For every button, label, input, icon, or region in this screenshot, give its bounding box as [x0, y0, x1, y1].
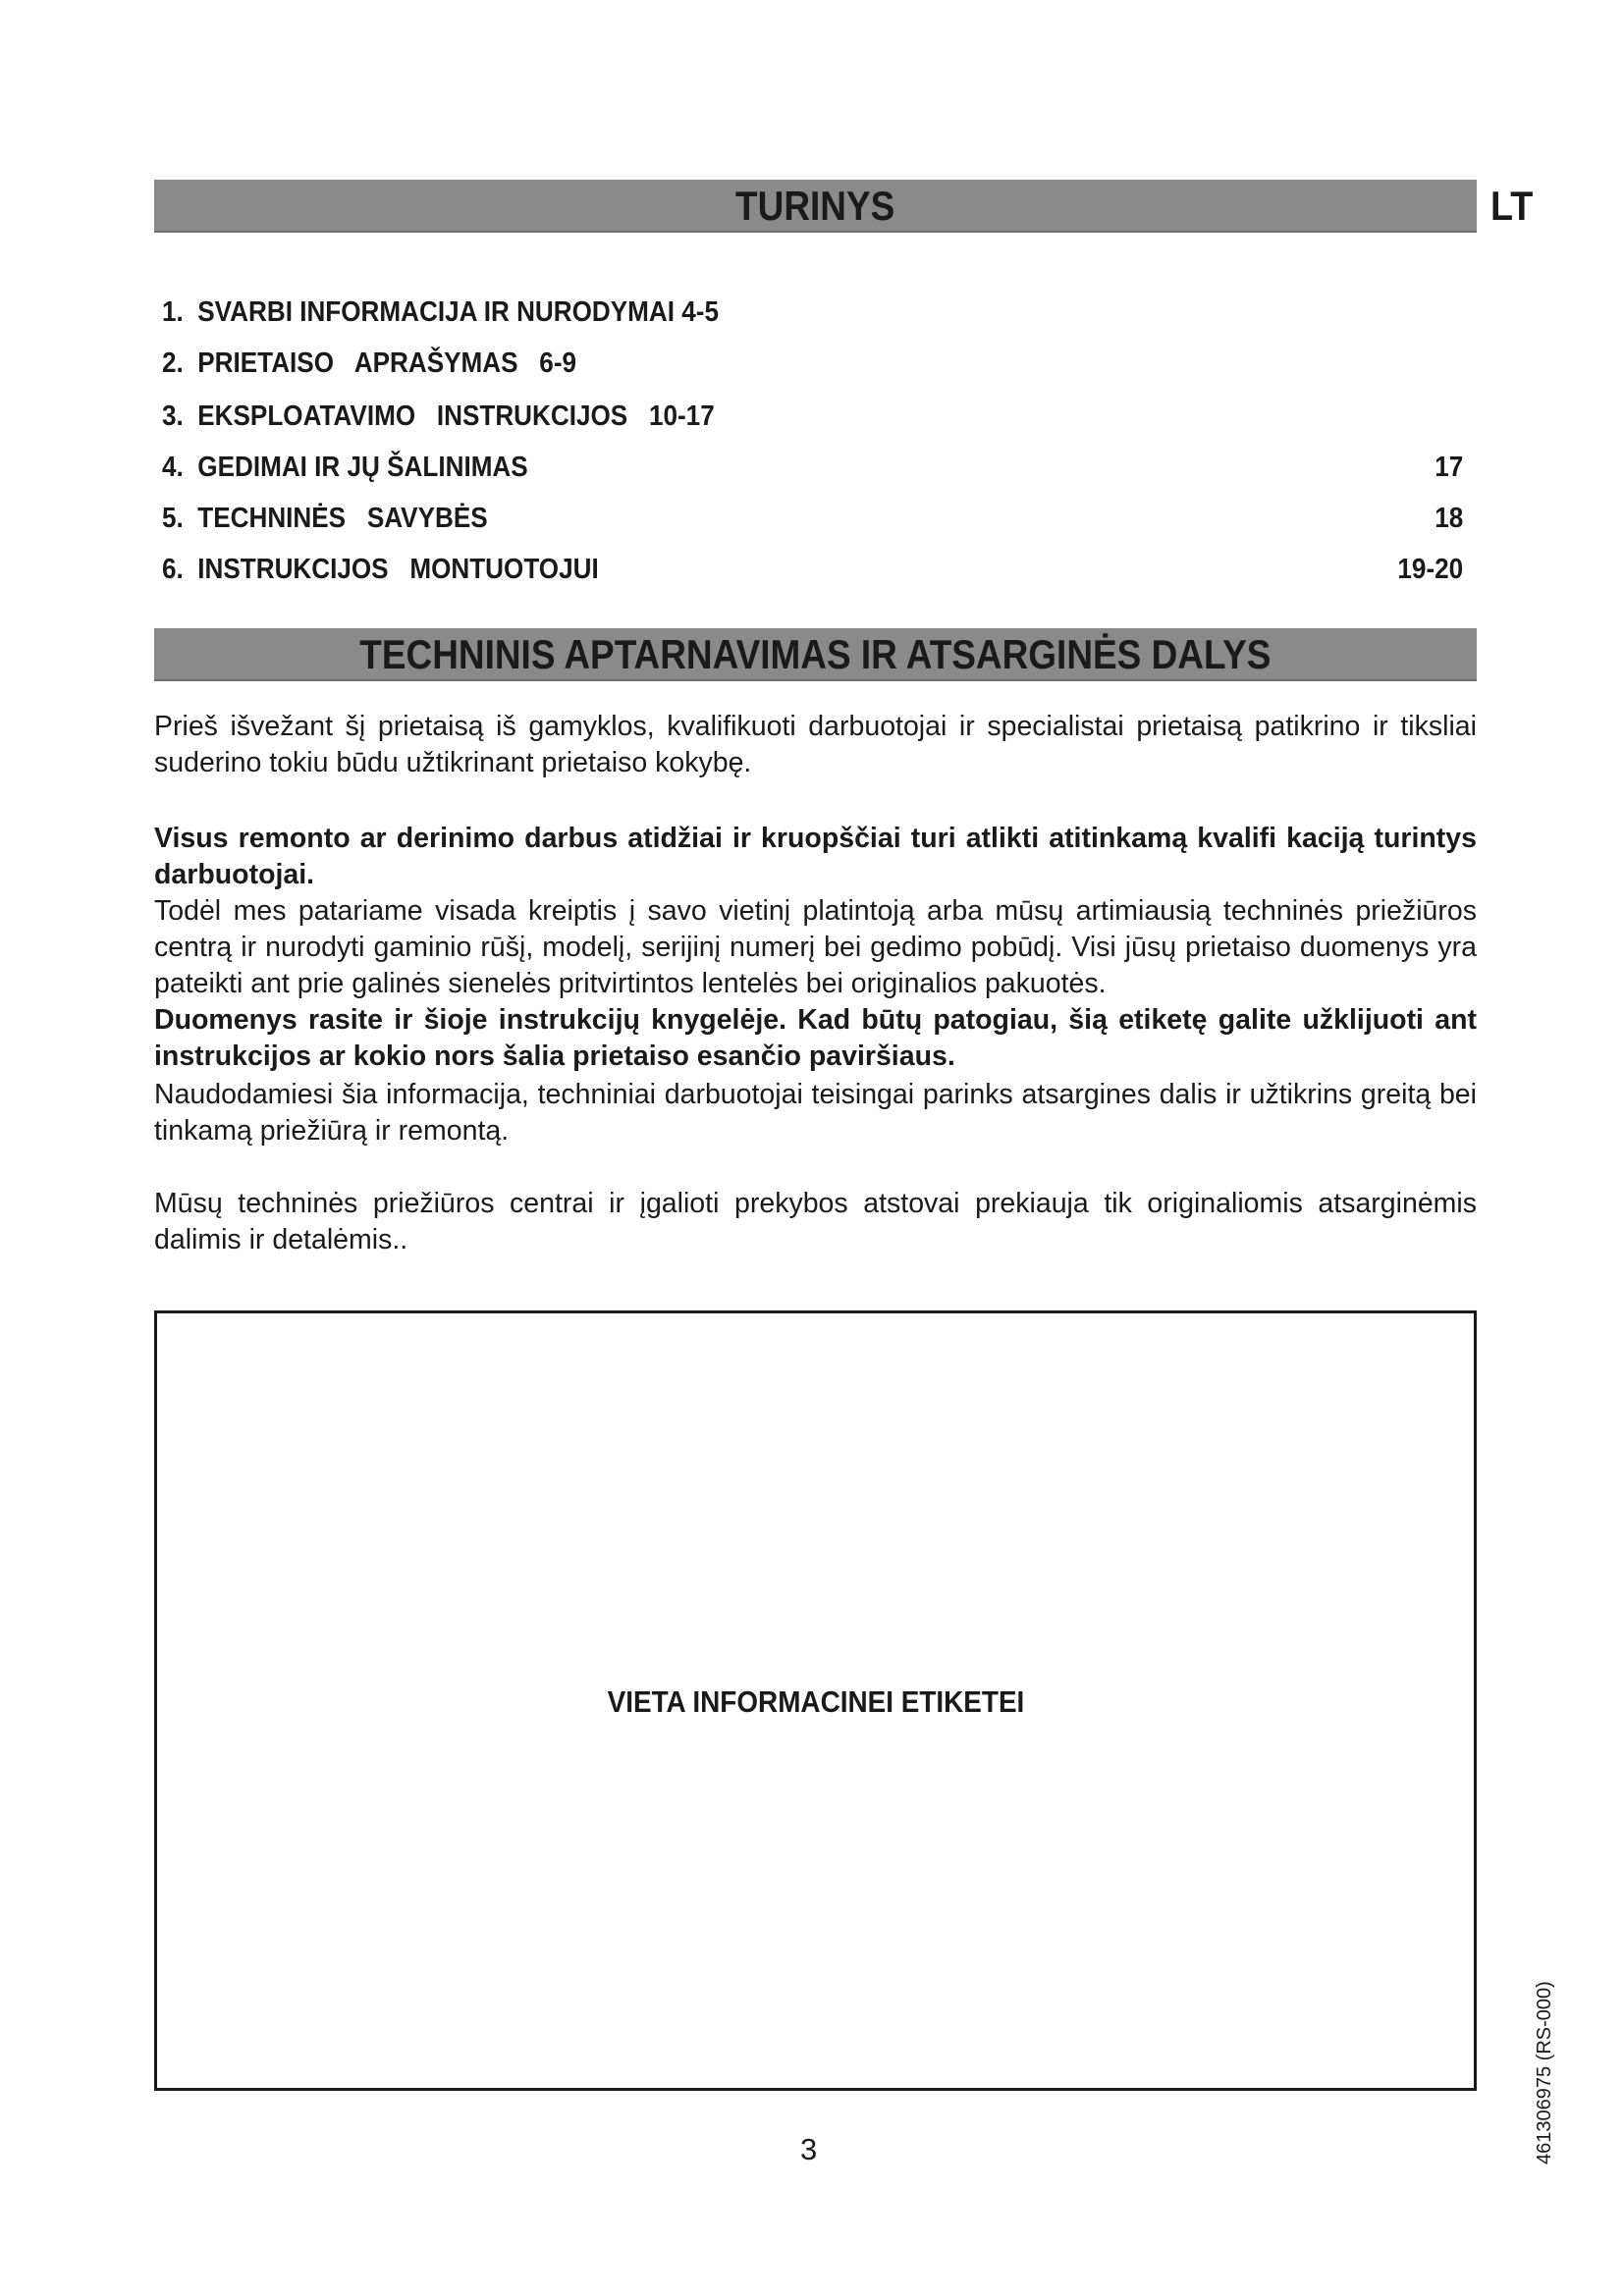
toc-item	[162, 397, 1463, 436]
toc-item	[162, 448, 1463, 487]
toc-item-text: 3. EKSPLOATAVIMO INSTRUKCIJOS 10-17	[162, 400, 715, 432]
toc-item-page: 18	[1434, 503, 1463, 534]
toc-item-text: 2. PRIETAISO APRAŠYMAS 6-9	[162, 347, 577, 379]
language-code: LT	[1490, 183, 1534, 229]
toc-item-page: 19-20	[1397, 554, 1463, 585]
label-box-text: VIETA INFORMACINEI ETIKETEI	[607, 1684, 1024, 1719]
service-paragraph-1: Prieš išvežant šį prietaisą iš gamyklos, kvalifikuoti darbuotojai ir specialistai prietaisą patikrino ir tiksliai suderino tokiu būdu užtikrinant prietaiso kokybę.	[154, 711, 1477, 778]
service-paragraph-3: Todėl mes patariame visada kreiptis į savo vietinį platintoją arba mūsų artimiausią techninės priežiūros centrą ir nurodyti gaminio rūšį, modelį, serijinį numerį bei gedimo pobūdį. Visi jūsų prietaiso duomenys yra pateikti ant prie galinės sienelės pritvirtintos lentelės bei originalios pakuotės.	[154, 895, 1477, 999]
toc-item-text: 5. TECHNINĖS SAVYBĖS	[162, 503, 488, 534]
service-heading-bar	[154, 628, 1477, 681]
toc-heading: TURINYS	[735, 183, 895, 229]
toc-item	[162, 344, 1463, 383]
toc-item	[162, 293, 1463, 332]
toc-item	[162, 550, 1463, 589]
toc-item-page: 17	[1434, 452, 1463, 483]
toc-item-text: 4. GEDIMAI IR JŲ ŠALINIMAS	[162, 452, 528, 483]
toc-heading-bar	[154, 180, 1477, 233]
label-box-caption	[157, 1684, 1474, 1720]
document-code: 461306975 (RS-000)	[1534, 1981, 1555, 2164]
service-paragraph-6: Mūsų techninės priežiūros centrai ir įgalioti prekybos atstovai prekiauja tik originaliomis atsarginėmis dalimis ir detalėmis..	[154, 1188, 1477, 1255]
service-paragraph-4: Duomenys rasite ir šioje instrukcijų knygelėje. Kad būtų patogiau, šią etiketę galite užklijuoti ant instrukcijos ar kokio nors šalia prietaiso esančio paviršiaus.	[154, 1004, 1477, 1072]
information-label-box	[154, 1310, 1477, 2091]
toc-item	[162, 499, 1463, 538]
toc-item-text: 6. INSTRUKCIJOS MONTUOTOJUI	[162, 554, 599, 585]
page-number-text: 3	[800, 2132, 818, 2166]
service-paragraph-2: Visus remonto ar derinimo darbus atidžiai ir kruopščiai turi atlikti atitinkamą kvalifi kaciją turintys darbuotojai.	[154, 823, 1477, 890]
service-paragraph-5: Naudodamiesi šia informacija, techniniai darbuotojai teisingai parinks atsargines dalis ir užtikrins greitą bei tinkamą priežiūrą ir remontą.	[154, 1079, 1477, 1147]
service-heading: TECHNINIS APTARNAVIMAS IR ATSARGINĖS DALYS	[359, 631, 1272, 677]
toc-item-text: 1. SVARBI INFORMACIJA IR NURODYMAI 4-5	[162, 296, 719, 328]
